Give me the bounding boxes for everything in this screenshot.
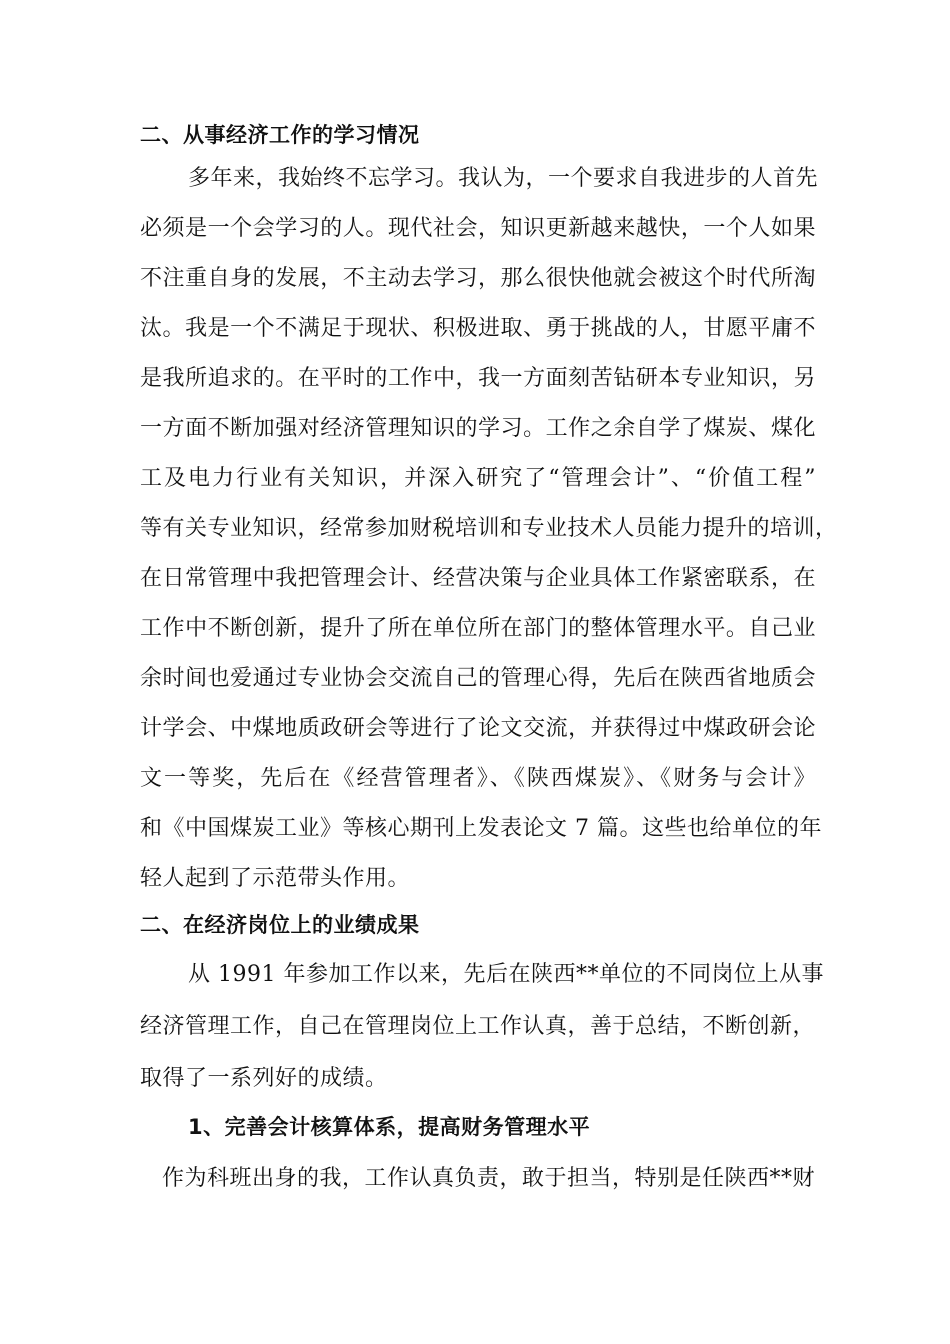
paragraph-line: 在日常管理中我把管理会计、经营决策与企业具体工作紧密联系，在: [140, 566, 816, 591]
paragraph-line: 必须是一个会学习的人。现代社会，知识更新越来越快，一个人如果: [140, 216, 816, 241]
paragraph-line: 取得了一系列好的成绩。: [140, 1066, 388, 1091]
paragraph-line: 经济管理工作，自己在管理岗位上工作认真，善于总结，不断创新，: [140, 1014, 816, 1039]
paragraph-line: 和《中国煤炭工业》等核心期刊上发表论文 7 篇。这些也给单位的年: [140, 816, 822, 841]
paragraph-line: 计学会、中煤地质政研会等进行了论文交流，并获得过中煤政研会论: [140, 716, 816, 741]
paragraph-line: 文一等奖，先后在《经营管理者》、《陕西煤炭》、《财务与会计》: [140, 766, 816, 791]
paragraph-line: 多年来，我始终不忘学习。我认为，一个要求自我进步的人首先: [188, 166, 819, 191]
paragraph-line: 一方面不断加强对经济管理知识的学习。工作之余自学了煤炭、煤化: [140, 416, 816, 441]
paragraph-line: 不注重自身的发展，不主动去学习，那么很快他就会被这个时代所淘: [140, 266, 816, 291]
section-heading: 二、从事经济工作的学习情况: [140, 123, 420, 147]
section-heading: 二、在经济岗位上的业绩成果: [140, 913, 420, 937]
paragraph-line: 是我所追求的。在平时的工作中，我一方面刻苦钻研本专业知识，另: [140, 366, 816, 391]
paragraph-line: 余时间也爱通过专业协会交流自己的管理心得，先后在陕西省地质会: [140, 666, 816, 691]
subsection-heading: 1、完善会计核算体系，提高财务管理水平: [188, 1115, 591, 1139]
paragraph-line: 轻人起到了示范带头作用。: [140, 866, 411, 891]
paragraph-line: 从 1991 年参加工作以来，先后在陕西**单位的不同岗位上从事: [188, 962, 824, 987]
paragraph-line: 等有关专业知识，经常参加财税培训和专业技术人员能力提升的培训，: [140, 516, 838, 541]
paragraph-line: 工作中不断创新，提升了所在单位所在部门的整体管理水平。自己业: [140, 616, 816, 641]
paragraph-line: 作为科班出身的我，工作认真负责，敢于担当，特别是任陕西**财: [162, 1166, 816, 1191]
paragraph-line: 工及电力行业有关知识，并深入研究了“管理会计”、“价值工程”: [140, 466, 816, 491]
paragraph-line: 汰。我是一个不满足于现状、积极进取、勇于挑战的人，甘愿平庸不: [140, 316, 816, 341]
